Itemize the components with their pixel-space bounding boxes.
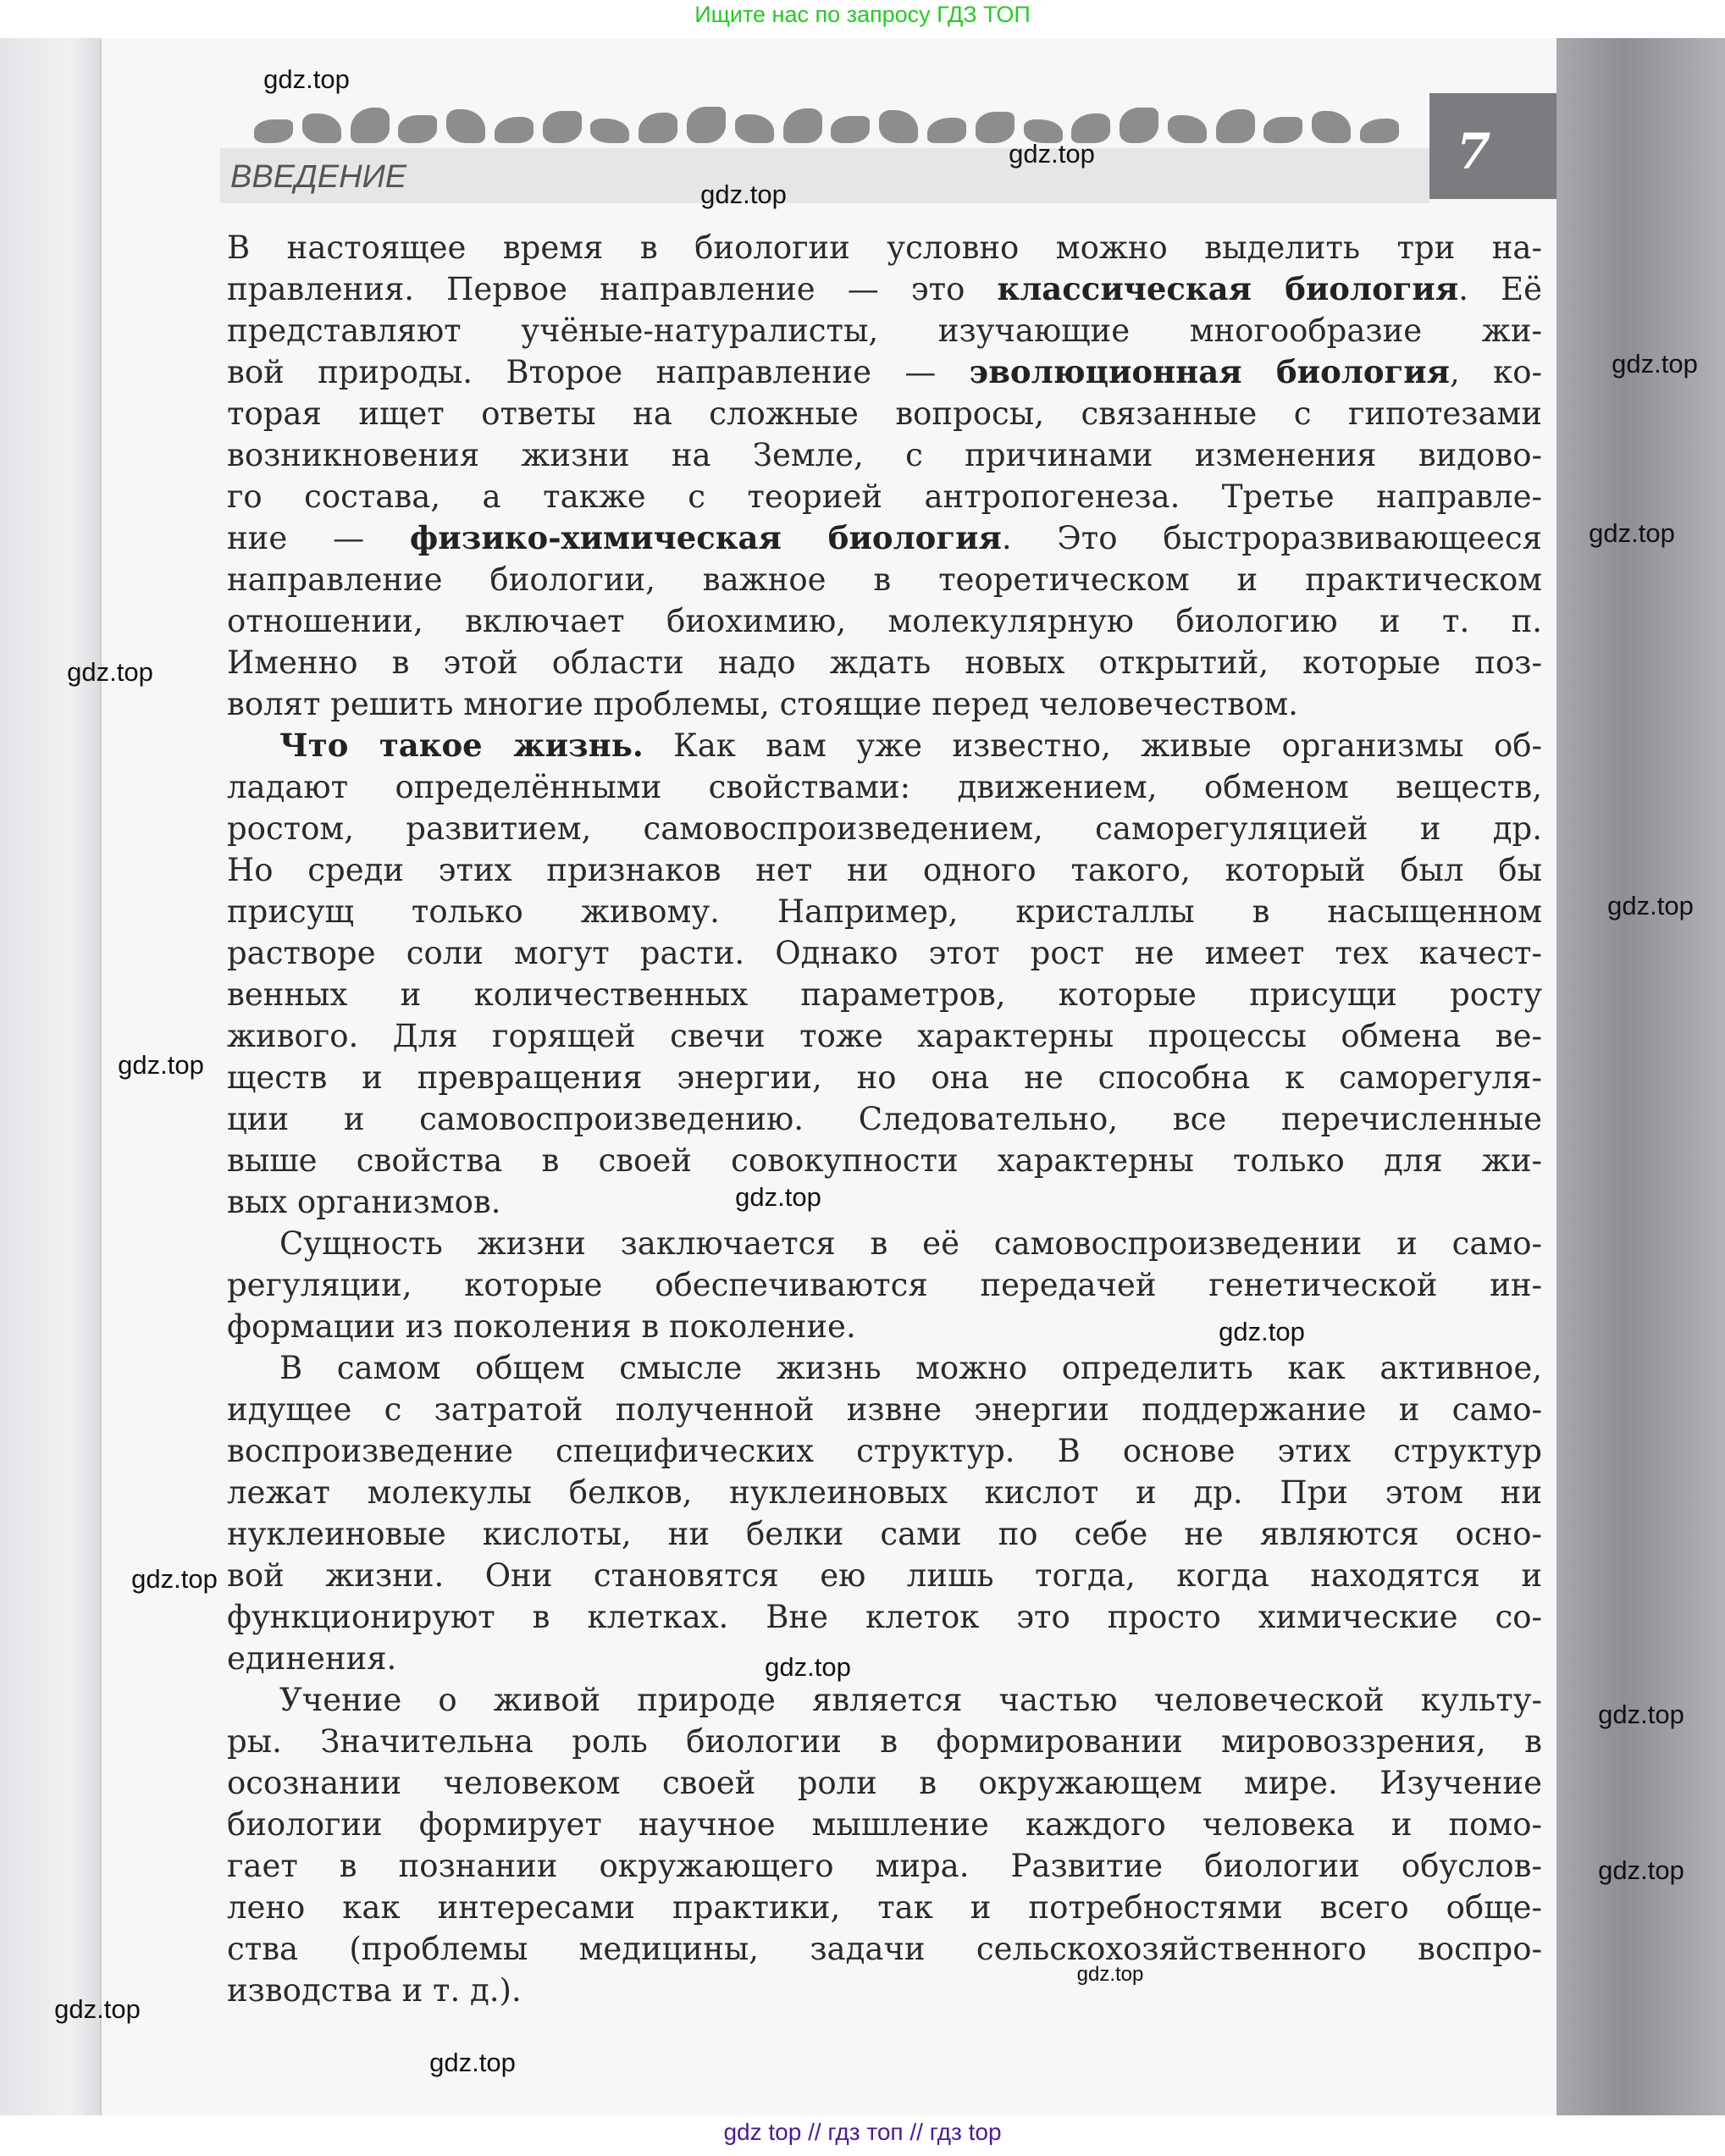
text-segment: . Её [1458, 271, 1542, 307]
text-line [227, 1596, 1542, 1638]
text-line [227, 1513, 1542, 1555]
text-line [227, 808, 1542, 849]
text-line [227, 227, 1542, 268]
text-line [227, 1887, 1542, 1928]
text-segment: формации из поколения в поколение. [227, 1308, 856, 1345]
text-line [227, 766, 1542, 808]
watermark: gdz.top [1607, 891, 1694, 920]
text-segment: Как вам уже известно, живые организмы об- [643, 727, 1542, 764]
text-line [227, 559, 1542, 600]
watermark: gdz.top [131, 1564, 218, 1594]
text-line [227, 1181, 1542, 1223]
text-line [227, 725, 1542, 766]
watermark: gdz.top [735, 1182, 821, 1212]
text-segment: волят решить многие проблемы, стоящие перед человечеством. [227, 686, 1298, 722]
animal-silhouette-icon [1216, 109, 1255, 143]
watermark: gdz.top [118, 1050, 204, 1080]
text-line [227, 683, 1542, 725]
text-segment: идущее с затратой полученной извне энергии поддержание и само- [227, 1391, 1542, 1428]
text-segment: живого. Для горящей свечи тоже характерны процессы обмена ве- [227, 1018, 1542, 1054]
text-segment: выше свойства в своей совокупности характерны только для жи- [227, 1142, 1542, 1179]
text-segment: ции и самовоспроизведению. Следовательно, все перечисленные [227, 1101, 1542, 1137]
watermark: gdz.top [1009, 139, 1095, 169]
text-segment: ние — [227, 520, 410, 556]
text-segment: го состава, а также с теорией антропогенеза. Третье направле- [227, 478, 1542, 515]
animal-silhouette-icon [831, 116, 870, 143]
text-segment: осознании человеком своей роли в окружающем мире. Изучение [227, 1765, 1542, 1801]
text-segment: . Это быстроразвивающееся [1001, 520, 1542, 556]
animal-silhouette-icon [927, 118, 966, 143]
text-line [227, 642, 1542, 683]
animal-silhouette-icon [1360, 119, 1399, 143]
animal-silhouette-icon [254, 119, 293, 143]
animal-silhouette-icon [687, 107, 726, 143]
text-segment: торая ищет ответы на сложные вопросы, связанные с гипотезами [227, 395, 1542, 432]
text-line [227, 849, 1542, 891]
text-line [227, 351, 1542, 393]
text-line [227, 1015, 1542, 1057]
animal-silhouettes-border [254, 99, 1399, 143]
text-line [227, 891, 1542, 932]
animal-silhouette-icon [735, 114, 774, 143]
animal-silhouette-icon [1120, 108, 1158, 143]
text-line [227, 393, 1542, 434]
text-segment: ростом, развитием, самовоспроизведением, саморегуляцией и др. [227, 810, 1542, 847]
watermark: gdz.top [429, 2048, 516, 2077]
text-segment: вой природы. Второе направление — [227, 354, 970, 390]
top-banner: Ищите нас по запросу ГДЗ ТОП [694, 2, 1031, 27]
text-line [227, 1306, 1542, 1347]
text-line [227, 1721, 1542, 1762]
text-line [227, 1098, 1542, 1140]
text-line [227, 1970, 1542, 2011]
text-segment: лежат молекулы белков, нуклеиновых кислот и др. При этом ни [227, 1474, 1542, 1511]
text-line [227, 932, 1542, 974]
watermark: gdz.top [1598, 1855, 1684, 1885]
animal-silhouette-icon [302, 113, 341, 143]
text-segment: представляют учёные-натуралисты, изучающие многообразие жи- [227, 312, 1542, 349]
text-line [227, 1057, 1542, 1098]
text-segment: нуклеиновые кислоты, ни белки сами по себе не являются осно- [227, 1516, 1542, 1552]
gutter-divider [100, 38, 102, 2115]
text-segment: венных и количественных параметров, которые присущи росту [227, 976, 1542, 1013]
animal-silhouette-icon [446, 109, 485, 143]
page-number-box [1429, 93, 1556, 199]
watermark: gdz.top [263, 64, 350, 94]
text-segment: регуляции, которые обеспечиваются передачей генетической ин- [227, 1267, 1542, 1303]
text-segment: воспроизведение специфических структур. В основе этих структур [227, 1433, 1542, 1469]
text-segment: функционируют в клетках. Вне клеток это просто химические со- [227, 1599, 1542, 1635]
text-segment: ры. Значительна роль биологии в формировании мировоззрения, в [227, 1723, 1542, 1760]
body-text [227, 227, 1542, 2011]
text-segment: растворе соли могут расти. Однако этот рост не имеет тех качест- [227, 935, 1542, 971]
watermark: gdz.top [765, 1652, 851, 1682]
text-segment: направление биологии, важное в теоретическом и практическом [227, 561, 1542, 598]
watermark: gdz.top [1612, 349, 1698, 379]
watermark: gdz.top [1219, 1317, 1305, 1346]
watermark: gdz.top [67, 657, 153, 687]
text-segment: лено как интересами практики, так и потребностями всего обще- [227, 1889, 1542, 1926]
section-title: ВВЕДЕНИЕ [230, 159, 407, 195]
text-line [227, 1472, 1542, 1513]
watermark: gdz.top [700, 180, 787, 209]
text-segment: единения. [227, 1640, 397, 1677]
text-line [227, 1845, 1542, 1887]
text-segment: Учение о живой природе является частью человеческой культу- [279, 1682, 1542, 1718]
page-number: 7 [1457, 123, 1491, 180]
watermark: gdz.top [1076, 1963, 1144, 1986]
bold-term: Что такое жизнь. [279, 727, 644, 764]
text-line [227, 476, 1542, 517]
text-line [227, 268, 1542, 310]
animal-silhouette-icon [1263, 117, 1302, 143]
text-line [227, 1928, 1542, 1970]
text-segment: В самом общем смысле жизнь можно определить как активное, [279, 1350, 1542, 1386]
text-segment: возникновения жизни на Земле, с причинами изменения видово- [227, 437, 1542, 473]
text-line [227, 1223, 1542, 1264]
animal-silhouette-icon [783, 108, 822, 143]
text-segment: Но среди этих признаков нет ни одного такого, который был бы [227, 852, 1542, 888]
animal-silhouette-icon [495, 117, 534, 143]
text-segment: , ко- [1450, 354, 1542, 390]
animal-silhouette-icon [1168, 115, 1207, 143]
text-segment: ладают определёнными свойствами: движением, обменом веществ, [227, 769, 1542, 805]
text-line [227, 1762, 1542, 1804]
text-segment: В настоящее время в биологии условно можно выделить три на- [227, 229, 1542, 266]
text-segment: вой жизни. Они становятся ею лишь тогда, когда находятся и [227, 1557, 1542, 1594]
watermark: gdz.top [1589, 518, 1675, 548]
text-line [227, 600, 1542, 642]
text-line [227, 1264, 1542, 1306]
text-line [227, 1555, 1542, 1596]
text-line [227, 974, 1542, 1015]
text-segment: Сущность жизни заключается в её самовоспроизведении и само- [279, 1225, 1542, 1262]
watermark: gdz.top [54, 1994, 141, 2024]
bold-term: эволюционная биология [969, 353, 1450, 390]
text-segment: ществ и превращения энергии, но она не способна к саморегуля- [227, 1059, 1542, 1096]
text-segment: присущ только живому. Например, кристаллы в насыщенном [227, 893, 1542, 930]
animal-silhouette-icon [1312, 111, 1351, 143]
text-segment: вых организмов. [227, 1184, 501, 1220]
text-line [227, 1679, 1542, 1721]
bottom-banner: gdz top // гдз топ // гдз top [723, 2119, 1002, 2145]
animal-silhouette-icon [590, 119, 629, 143]
text-line [227, 1804, 1542, 1845]
text-segment: изводства и т. д.). [227, 1972, 522, 2009]
watermark: gdz.top [1598, 1700, 1684, 1729]
bold-term: физико-химическая биология [409, 519, 1002, 556]
page-gutter [0, 38, 100, 2115]
text-segment: отношении, включает биохимию, молекулярную биологию и т. п. [227, 603, 1542, 639]
animal-silhouette-icon [879, 110, 918, 143]
text-line [227, 1389, 1542, 1430]
animal-silhouette-icon [398, 115, 437, 143]
text-segment: Именно в этой области надо ждать новых открытий, которые поз- [227, 644, 1542, 681]
text-segment: правления. Первое направление — это [227, 271, 998, 307]
text-line [227, 1638, 1542, 1679]
text-segment: гает в познании окружающего мира. Развитие биологии обуслов- [227, 1848, 1542, 1884]
text-line [227, 1430, 1542, 1472]
animal-silhouette-icon [543, 111, 582, 143]
text-line [227, 1140, 1542, 1181]
text-segment: ства (проблемы медицины, задачи сельскохозяйственного воспро- [227, 1931, 1542, 1967]
text-line [227, 434, 1542, 476]
text-line [227, 310, 1542, 351]
bold-term: классическая биология [997, 270, 1459, 307]
animal-silhouette-icon [639, 113, 677, 143]
text-segment: биологии формирует научное мышление каждого человека и помо- [227, 1806, 1542, 1843]
text-line [227, 517, 1542, 559]
text-line [227, 1347, 1542, 1389]
animal-silhouette-icon [351, 108, 390, 143]
